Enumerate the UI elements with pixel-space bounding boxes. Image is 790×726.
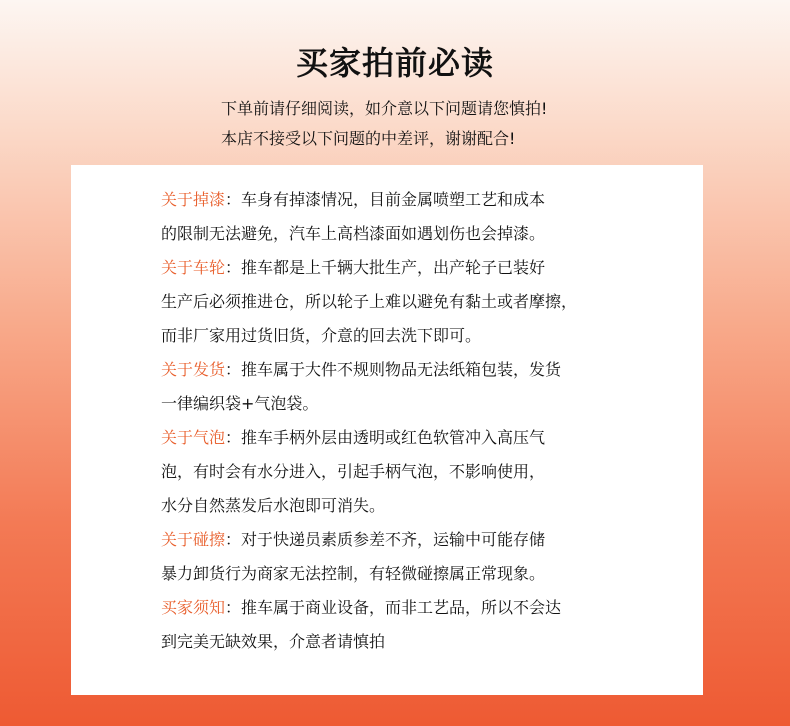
content-panel: [71, 165, 703, 695]
notice-line-2: 本店不接受以下问题的中差评，谢谢配合!: [221, 129, 516, 148]
wheels-section-line-3: 而非厂家用过货旧货，介意的回去洗下即可。: [161, 326, 482, 345]
buyer-section-text-1: ：推车属于商业设备，而非工艺品，所以不会达: [225, 598, 562, 617]
shipping-section-label: 关于发货: [161, 360, 226, 379]
bumps-section-line-2: 暴力卸货行为商家无法控制，有轻微碰擦属正常现象。: [161, 564, 546, 583]
wheels-section-label: 关于车轮: [161, 258, 226, 277]
bubbles-section-text-1: ：推车手柄外层由透明或红色软管冲入高压气: [225, 428, 546, 447]
bubbles-section-label: 关于气泡: [161, 428, 226, 447]
paint-section-line-2: 的限制无法避免，汽车上高档漆面如遇划伤也会掉漆。: [161, 224, 546, 243]
bubbles-section-line-2: 泡，有时会有水分进入，引起手柄气泡，不影响使用，: [161, 462, 546, 481]
wheels-section-line-1: [161, 257, 545, 279]
bumps-section-text-1: ：对于快递员素质参差不齐，运输中可能存储: [225, 530, 546, 549]
page-title: 买家拍前必读: [295, 44, 494, 82]
shipping-section-line-1: [161, 359, 561, 381]
paint-section-line-1: [161, 189, 545, 211]
bumps-section-line-1: [161, 529, 545, 551]
shipping-section-line-2: 一律编织袋+气泡袋。: [161, 394, 319, 413]
bubbles-section-line-3: 水分自然蒸发后水泡即可消失。: [161, 496, 386, 515]
paint-section-text-1: ：车身有掉漆情况，目前金属喷塑工艺和成本: [225, 190, 546, 209]
buyer-section-label: 买家须知: [161, 598, 226, 617]
notice-line-1: 下单前请仔细阅读，如介意以下问题请您慎拍!: [221, 99, 548, 118]
paint-section-label: 关于掉漆: [161, 190, 226, 209]
shipping-section-text-1: ：推车属于大件不规则物品无法纸箱包装，发货: [225, 360, 562, 379]
bubbles-section-line-1: [161, 427, 545, 449]
buyer-section-line-2: 到完美无缺效果，介意者请慎拍: [161, 632, 386, 651]
wheels-section-line-2: 生产后必须推进仓，所以轮子上难以避免有黏土或者摩擦，: [161, 292, 578, 311]
wheels-section-text-1: ：推车都是上千辆大批生产，出产轮子已装好: [225, 258, 546, 277]
buyer-section-line-1: [161, 597, 561, 619]
bumps-section-label: 关于碰擦: [161, 530, 226, 549]
